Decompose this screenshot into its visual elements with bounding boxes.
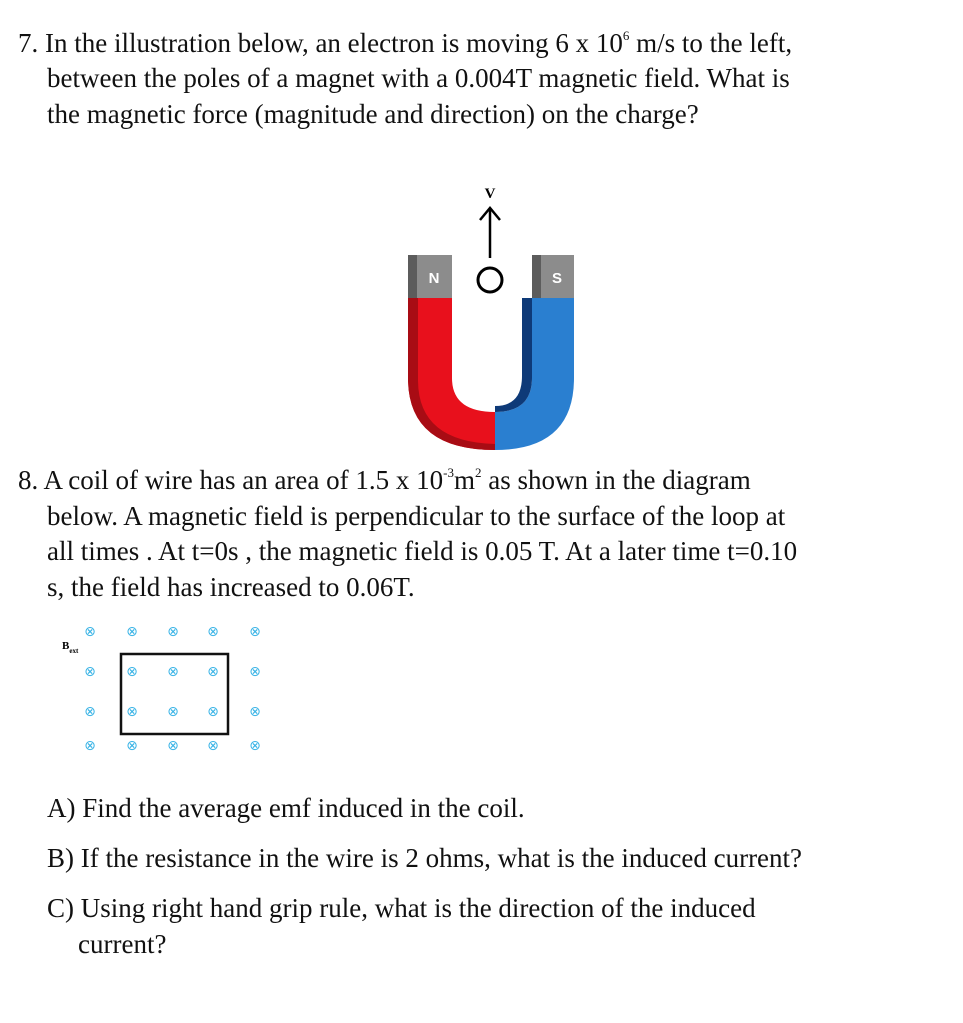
field-into-page-icon: ⊗	[167, 664, 179, 680]
velocity-label: V	[484, 186, 496, 202]
field-into-page-icon: ⊗	[126, 664, 138, 680]
q8-text-1b: m	[453, 465, 475, 495]
magnet-north-arm	[408, 298, 495, 450]
q7-text-1b: m/s to the left,	[629, 28, 793, 58]
field-into-page-icon: ⊗	[84, 738, 96, 754]
q8-line-3: all times . At t=0s , the magnetic field is 0.05 T. At a later time t=0.10	[47, 536, 798, 566]
field-into-page-icon: ⊗	[249, 624, 261, 640]
q7-exponent: 6	[622, 28, 630, 43]
field-into-page-icon: ⊗	[167, 624, 179, 640]
part-c-line-1: C) Using right hand grip rule, what is the direction of the induced	[47, 893, 756, 923]
part-a: A) Find the average emf induced in the coil.	[47, 793, 525, 823]
field-into-page-icon: ⊗	[126, 738, 138, 754]
field-into-page-icon: ⊗	[207, 738, 219, 754]
q7-line-1	[18, 25, 792, 61]
q7-number: 7.	[18, 28, 39, 58]
part-b: B) If the resistance in the wire is 2 ohms, what is the induced current?	[47, 843, 803, 873]
field-into-page-icon: ⊗	[126, 704, 138, 720]
field-into-page-icon: ⊗	[126, 624, 138, 640]
electron-charge-icon	[478, 268, 502, 292]
magnet-south-inner	[495, 298, 532, 412]
q7-text-1a: In the illustration below, an electron is moving 6 x 10	[45, 28, 623, 58]
q8-line-4: s, the field has increased to 0.06T.	[47, 572, 415, 602]
q8-text-1a: A coil of wire has an area of 1.5 x 10	[43, 465, 444, 495]
field-into-page-icon: ⊗	[84, 704, 96, 720]
field-into-page-icon: ⊗	[249, 664, 261, 680]
q8-line-2: below. A magnetic field is perpendicular to the surface of the loop at	[47, 501, 786, 531]
q8-text-1c: as shown in the diagram	[481, 465, 751, 495]
q8-exponent-1: -3	[443, 465, 454, 480]
part-c-line-2: current?	[78, 929, 167, 959]
b-ext-label: $B_{ext}$	[62, 640, 79, 655]
magnetic-field-diagram	[55, 618, 285, 763]
field-into-page-icon: ⊗	[207, 704, 219, 720]
q7-line-3: the magnetic force (magnitude and direction) on the charge?	[47, 99, 699, 129]
field-into-page-icon: ⊗	[84, 624, 96, 640]
field-into-page-icon: ⊗	[249, 738, 261, 754]
field-into-page-icon: ⊗	[84, 664, 96, 680]
south-pole-cap-shadow	[532, 255, 541, 298]
south-pole-label: S	[551, 270, 563, 287]
north-pole-label: N	[428, 270, 440, 287]
q8-number: 8.	[18, 465, 39, 495]
field-into-page-icon: ⊗	[167, 704, 179, 720]
field-into-page-icon: ⊗	[167, 738, 179, 754]
field-into-page-icon: ⊗	[249, 704, 261, 720]
horseshoe-magnet-figure	[400, 180, 585, 455]
q8-line-1	[18, 462, 751, 498]
field-into-page-icon: ⊗	[207, 624, 219, 640]
field-into-page-icon: ⊗	[207, 664, 219, 680]
q8-exponent-2: 2	[475, 465, 482, 480]
q7-line-2: between the poles of a magnet with a 0.004T magnetic field. What is	[47, 63, 790, 93]
magnet-south-arm	[495, 298, 574, 450]
velocity-arrow-icon	[480, 208, 500, 258]
north-pole-cap-shadow	[408, 255, 417, 298]
